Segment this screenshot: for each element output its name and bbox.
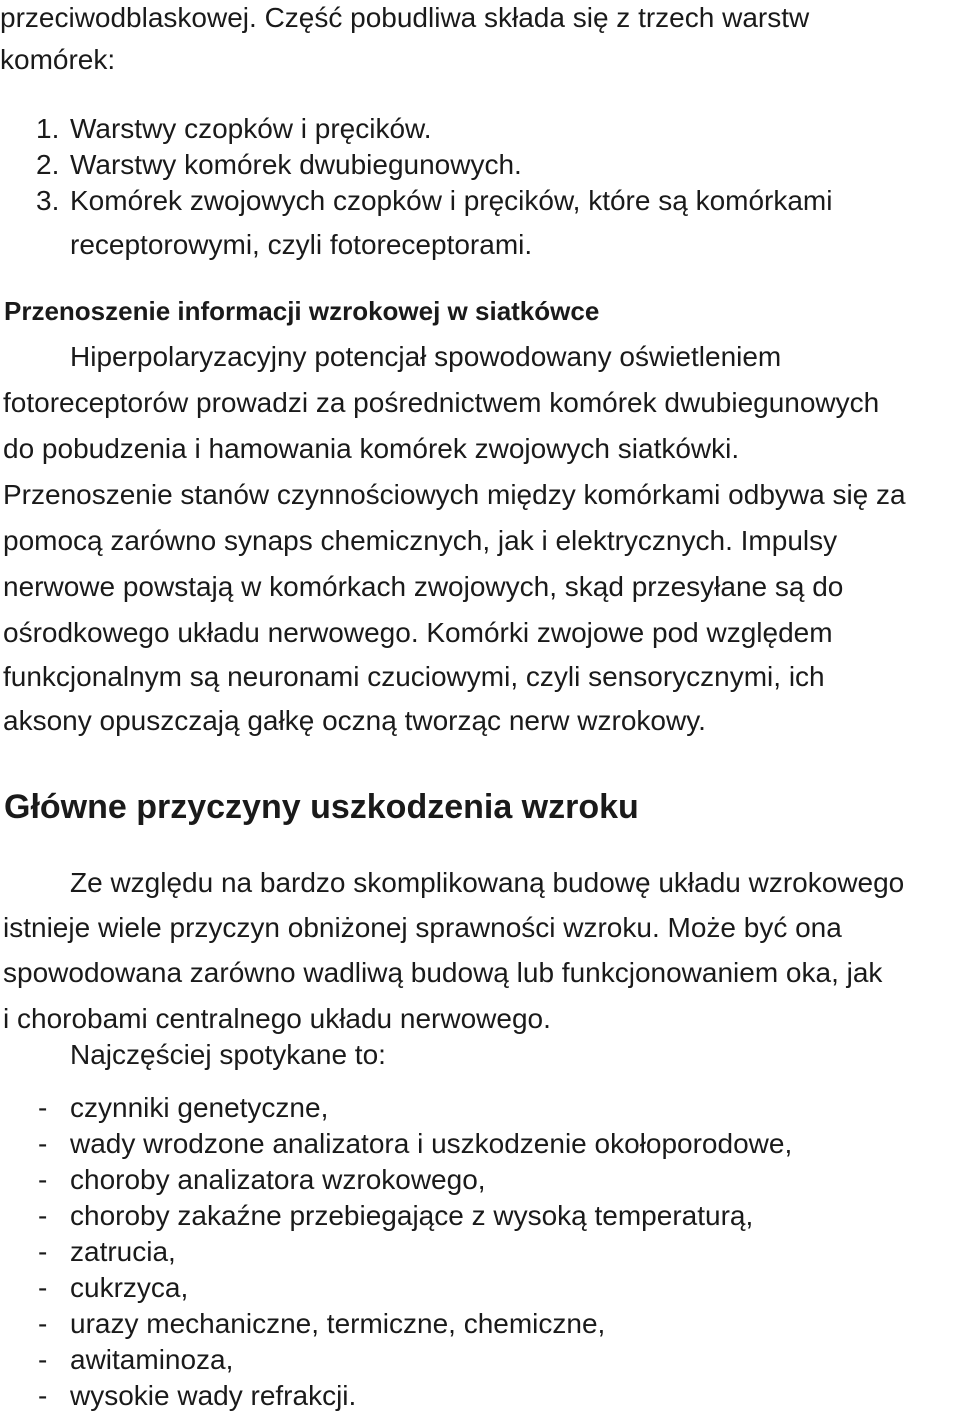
- list-number: 1.: [36, 113, 60, 144]
- list-item-text: urazy mechaniczne, termiczne, chemiczne,: [70, 1308, 606, 1339]
- list-item-text: awitaminoza,: [70, 1344, 234, 1375]
- dash-bullet: -: [38, 1200, 48, 1231]
- paragraph-line: Przenoszenie stanów czynnościowych między komórkami odbywa się za: [3, 479, 906, 510]
- list-number: 2.: [36, 149, 60, 180]
- paragraph-line: istnieje wiele przyczyn obniżonej sprawności wzroku. Może być ona: [3, 912, 842, 943]
- dash-bullet: -: [38, 1164, 48, 1195]
- paragraph-line: i chorobami centralnego układu nerwowego.: [3, 1003, 551, 1034]
- dash-bullet: -: [38, 1380, 48, 1411]
- list-item-text: choroby zakaźne przebiegające z wysoką temperaturą,: [70, 1200, 754, 1231]
- dash-bullet: -: [38, 1272, 48, 1303]
- list-item-text: Warstwy czopków i pręcików.: [70, 113, 432, 144]
- dash-bullet: -: [38, 1128, 48, 1159]
- list-item-text: czynniki genetyczne,: [70, 1092, 329, 1123]
- list-item-continuation: receptorowymi, czyli fotoreceptorami.: [70, 229, 533, 260]
- list-number: 3.: [36, 185, 60, 216]
- list-item-text: Warstwy komórek dwubiegunowych.: [70, 149, 522, 180]
- paragraph-line: aksony opuszczają gałkę oczną tworząc nerw wzrokowy.: [3, 705, 706, 736]
- paragraph-line: fotoreceptorów prowadzi za pośrednictwem komórek dwubiegunowych: [3, 387, 880, 418]
- paragraph-line: pomocą zarówno synaps chemicznych, jak i elektrycznych. Impulsy: [3, 525, 838, 556]
- dash-bullet: -: [38, 1308, 48, 1339]
- list-item-text: wysokie wady refrakcji.: [70, 1380, 357, 1411]
- paragraph-line: spowodowana zarówno wadliwą budową lub funkcjonowaniem oka, jak: [3, 957, 883, 988]
- section-heading: Przenoszenie informacji wzrokowej w siatkówce: [4, 296, 600, 326]
- paragraph-line: do pobudzenia i hamowania komórek zwojowych siatkówki.: [3, 433, 740, 464]
- paragraph-line: funkcjonalnym są neuronami czuciowymi, czyli sensorycznymi, ich: [3, 661, 825, 692]
- page-title: Główne przyczyny uszkodzenia wzroku: [4, 788, 639, 826]
- list-item-text: Komórek zwojowych czopków i pręcików, które są komórkami: [70, 185, 833, 216]
- paragraph-line: nerwowe powstają w komórkach zwojowych, skąd przesyłane są do: [3, 571, 844, 602]
- list-item-text: cukrzyca,: [70, 1272, 189, 1303]
- paragraph-line: Hiperpolaryzacyjny potencjał spowodowany oświetleniem: [70, 341, 782, 372]
- list-item-text: choroby analizatora wzrokowego,: [70, 1164, 486, 1195]
- list-item-text: zatrucia,: [70, 1236, 176, 1267]
- dash-bullet: -: [38, 1092, 48, 1123]
- list-intro: Najczęściej spotykane to:: [70, 1039, 386, 1070]
- intro-line-1: przeciwodblaskowej. Część pobudliwa składa się z trzech warstw: [0, 2, 810, 33]
- paragraph-line: Ze względu na bardzo skomplikowaną budowę układu wzrokowego: [70, 867, 905, 898]
- dash-bullet: -: [38, 1236, 48, 1267]
- paragraph-line: ośrodkowego układu nerwowego. Komórki zwojowe pod względem: [3, 617, 833, 648]
- dash-bullet: -: [38, 1344, 48, 1375]
- intro-line-2: komórek:: [0, 44, 116, 75]
- list-item-text: wady wrodzone analizatora i uszkodzenie okołoporodowe,: [70, 1128, 793, 1159]
